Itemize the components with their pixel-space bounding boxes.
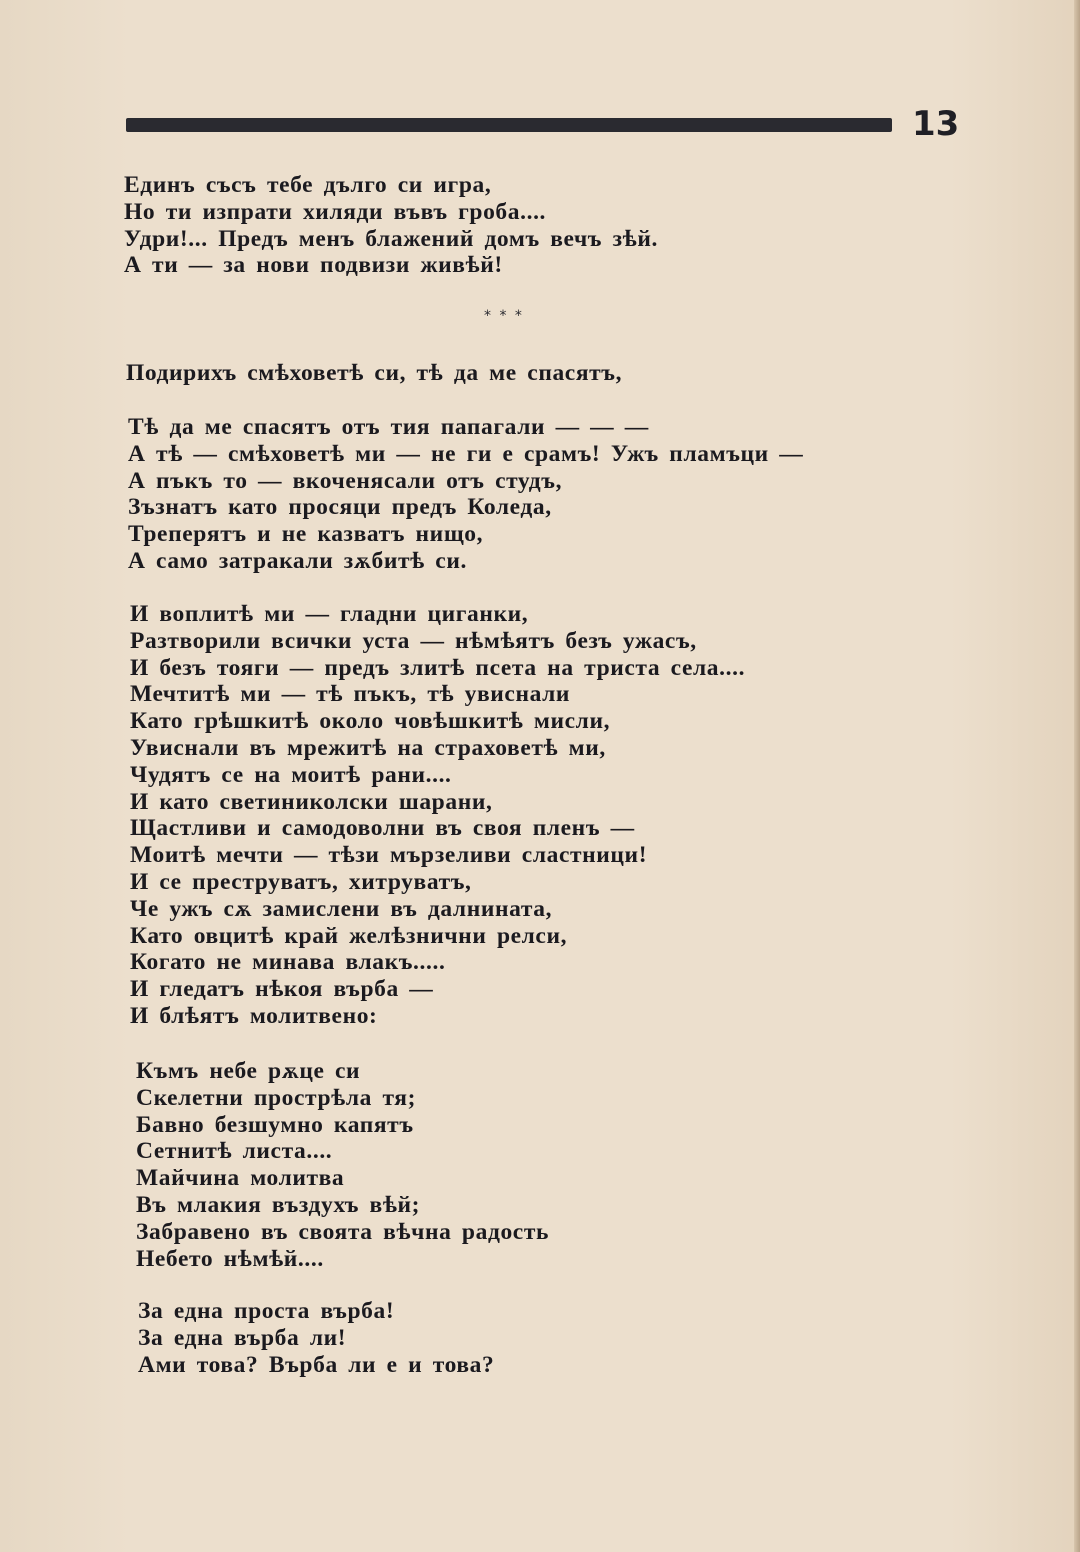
poem-line: Удри!... Предъ менъ блажений домъ вечъ зѣй. [124,225,658,252]
poem-line: Моитѣ мечти — тѣзи мързеливи сластници! [130,842,648,869]
poem-line: Забравено въ своята вѣчна радость [136,1218,549,1245]
header-rule [126,118,892,132]
poem-line: Къмъ небе рѫце си [136,1058,361,1084]
poem-line: Разтворили всички уста — нѣмѣятъ безъ ужасъ, [130,627,697,654]
poem-line: Треперятъ и не казватъ нищо, [128,521,484,548]
poem-line: И блѣятъ молитвено: [130,1002,378,1029]
poem-line: Мечтитѣ ми — тѣ пъкъ, тѣ увиснали [130,681,571,708]
poem-line: Майчина молитва [136,1165,345,1192]
poem-line: Щастливи и самодоволни въ своя пленъ — [130,815,635,842]
stanza-3 [128,414,803,575]
stanza-4 [130,601,745,1030]
poem-line: Тѣ да ме спасятъ отъ тия папагали — — — [128,414,649,440]
poem-line: А ти — за нови подвизи живѣй! [124,252,503,279]
poem-line: Небето нѣмѣй.... [136,1245,324,1272]
poem-line: А само затракали зѫбитѣ си. [128,547,467,574]
page-edge [1074,0,1080,1552]
poem-line: Когато не минава влакъ..... [130,949,446,976]
poem-line: И като светиниколски шарани, [130,788,493,815]
poem-line: Скелетни прострѣла тя; [136,1084,417,1111]
poem-line: Подирихъ смѣховетѣ си, тѣ да ме спасятъ, [126,360,623,386]
poem-line: Чудятъ се на моитѣ рани.... [130,761,452,788]
poem-line: И се преструватъ, хитруватъ, [130,868,472,895]
poem-line: И гледатъ нѣкоя върба — [130,976,434,1003]
poem-line: А тѣ — смѣховетѣ ми — не ги е срамъ! Ужъ пламъци — [128,440,804,467]
section-separator: * * * [484,308,524,324]
page-number: 13 [912,104,960,144]
stanza-5 [136,1058,549,1272]
stanza-2 [126,360,622,387]
poem-line: Че ужъ сѫ замислени въ далнината, [130,895,553,922]
poem-line: Като грѣшкитѣ около човѣшкитѣ мисли, [130,708,611,735]
poem-line: Увиснали въ мрежитѣ на страховетѣ ми, [130,734,606,761]
poem-line: Но ти изпрати хиляди въвъ гроба.... [124,198,547,225]
poem-line: Въ млакия въздухъ вѣй; [136,1191,421,1218]
poem-line: За една върба ли! [138,1324,347,1351]
stanza-1 [124,172,658,279]
poem-line: Сетнитѣ листа.... [136,1138,333,1165]
poem-line: Ами това? Върба ли е и това? [138,1351,495,1378]
poem-line: За една проста върба! [138,1298,395,1324]
poem-line: Бавно безшумно капятъ [136,1111,414,1138]
stanza-6 [138,1298,494,1378]
poem-line: А пъкъ то — вкоченясали отъ студъ, [128,467,563,494]
poem-line: И воплитѣ ми — гладни циганки, [130,601,529,627]
poem-line: И безъ тояги — предъ злитѣ псета на триста села.... [130,654,746,681]
poem-line: Единъ съсъ тебе дълго си игра, [124,172,492,198]
poem-line: Като овцитѣ край желѣзнични релси, [130,922,568,949]
poem-line: Зъзнатъ като просяци предъ Коледа, [128,494,552,521]
